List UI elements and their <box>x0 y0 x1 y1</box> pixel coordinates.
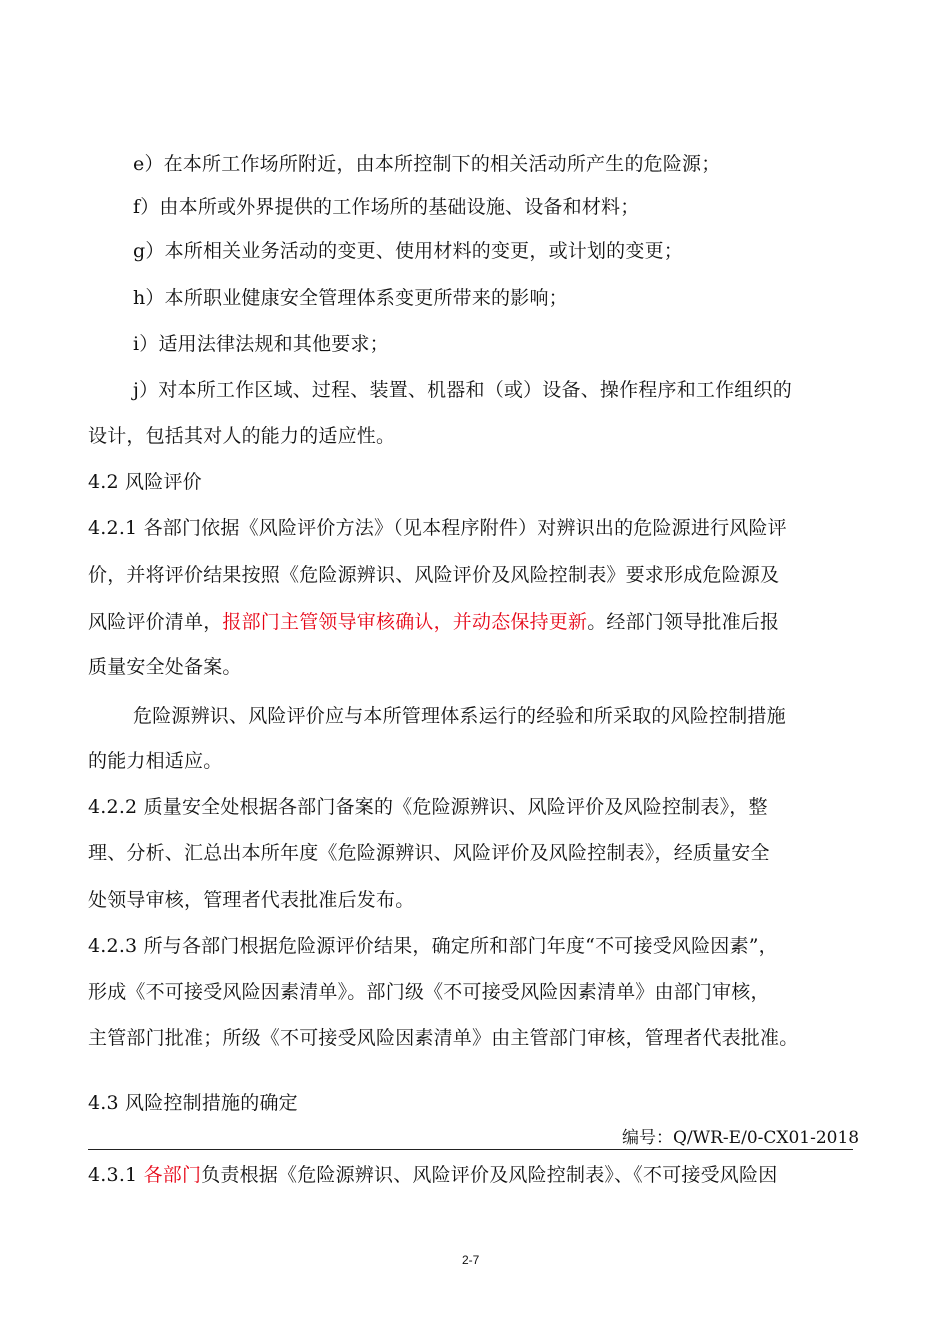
paragraph-4-2-1-line-4: 质量安全处备案。 <box>88 656 242 678</box>
paragraph-4-3-1-number: 4.3.1 <box>88 1164 144 1186</box>
paragraph-hazard-line-1: 危险源辨识、风险评价应与本所管理体系运行的经验和所采取的风险控制措施 <box>133 705 786 727</box>
paragraph-4-2-1-text-a: 风险评价清单， <box>88 611 223 633</box>
highlighted-department: 各部门 <box>143 1164 202 1186</box>
paragraph-4-2-2-line-1: 4.2.2 质量安全处根据各部门备案的《危险源辨识、风险评价及风险控制表》，整 <box>88 796 768 818</box>
highlighted-requirement: 报部门主管领导审核确认，并动态保持更新 <box>222 611 588 633</box>
section-heading-4-2: 4.2 风险评价 <box>88 471 202 493</box>
paragraph-4-2-1-text-b: 。经部门领导批准后报 <box>587 611 780 633</box>
list-item-j-line-2: 设计，包括其对人的能力的适应性。 <box>88 425 396 447</box>
paragraph-4-3-1-text: 负责根据《危险源辨识、风险评价及风险控制表》、《不可接受风险因 <box>201 1164 778 1186</box>
list-item-f: f）由本所或外界提供的工作场所的基础设施、设备和材料； <box>133 196 640 218</box>
section-heading-4-3: 4.3 风险控制措施的确定 <box>88 1092 298 1114</box>
list-item-e: e）在本所工作场所附近，由本所控制下的相关活动所产生的危险源； <box>133 153 721 175</box>
paragraph-4-2-1-line-3 <box>88 610 779 634</box>
list-item-g: g）本所相关业务活动的变更、使用材料的变更，或计划的变更； <box>133 240 683 262</box>
header-divider <box>88 1149 853 1150</box>
paragraph-4-2-2-line-3: 处领导审核，管理者代表批准后发布。 <box>88 889 415 911</box>
document-number: 编号：Q/WR-E/0-CX01-2018 <box>622 1128 860 1148</box>
paragraph-4-2-3-line-3: 主管部门批准；所级《不可接受风险因素清单》由主管部门审核，管理者代表批准。 <box>88 1027 799 1049</box>
paragraph-4-2-1-line-1: 4.2.1 各部门依据《风险评价方法》（见本程序附件）对辨识出的危险源进行风险评 <box>88 517 787 539</box>
paragraph-4-2-2-line-2: 理、分析、汇总出本所年度《危险源辨识、风险评价及风险控制表》，经质量安全 <box>88 842 770 864</box>
paragraph-4-2-3-line-2: 形成《不可接受风险因素清单》。部门级《不可接受风险因素清单》由部门审核， <box>88 981 770 1003</box>
paragraph-hazard-line-2: 的能力相适应。 <box>88 750 223 772</box>
list-item-j-line-1: j）对本所工作区域、过程、装置、机器和（或）设备、操作程序和工作组织的 <box>133 379 792 401</box>
page-number: 2-7 <box>462 1253 480 1267</box>
list-item-h: h）本所职业健康安全管理体系变更所带来的影响； <box>133 287 568 309</box>
paragraph-4-2-3-line-1: 4.2.3 所与各部门根据危险源评价结果，确定所和部门年度“不可接受风险因素”， <box>88 935 778 957</box>
paragraph-4-3-1-line-1 <box>88 1163 777 1187</box>
list-item-i: i）适用法律法规和其他要求； <box>133 333 389 355</box>
paragraph-4-2-1-line-2: 价，并将评价结果按照《危险源辨识、风险评价及风险控制表》要求形成危险源及 <box>88 564 780 586</box>
